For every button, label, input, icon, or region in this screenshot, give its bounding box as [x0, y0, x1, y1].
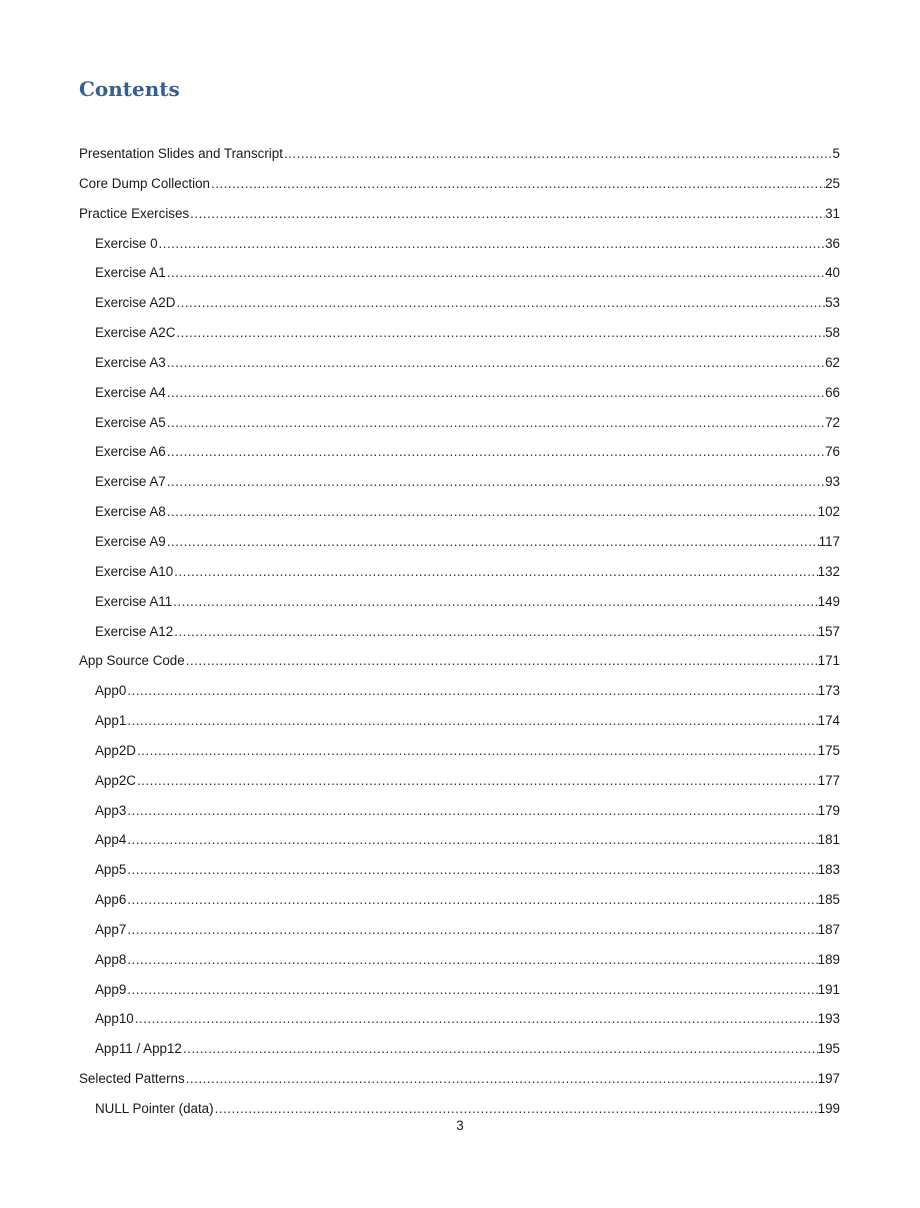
toc-entry[interactable]: [79, 855, 840, 885]
toc-entry-page: 102: [817, 504, 840, 520]
toc-entry-label: App6: [95, 892, 127, 908]
toc-dot-leader: [126, 796, 817, 826]
toc-entry-page: 66: [825, 384, 840, 400]
toc-entry[interactable]: [79, 378, 840, 408]
toc-dot-leader: [126, 915, 817, 945]
toc-entry-label: Exercise A4: [95, 384, 166, 400]
toc-entry-label: Exercise A8: [95, 504, 166, 520]
toc-dot-leader: [126, 885, 817, 915]
toc-entry-page: 173: [817, 683, 840, 699]
toc-entry-label: Exercise A9: [95, 533, 166, 549]
toc-entry-page: 149: [817, 593, 840, 609]
toc-entry-page: 93: [825, 474, 840, 490]
toc-entry-label: Exercise A11: [95, 593, 173, 609]
toc-entry-label: App4: [95, 832, 127, 848]
toc-dot-leader: [126, 676, 817, 706]
toc-entry-label: App11 / App12: [95, 1041, 182, 1057]
toc-dot-leader: [126, 825, 817, 855]
toc-dot-leader: [182, 1034, 818, 1064]
toc-dot-leader: [134, 1004, 818, 1034]
toc-entry-label: App1: [95, 713, 127, 729]
toc-entry[interactable]: [79, 676, 840, 706]
toc-entry-label: Exercise A12: [95, 623, 174, 639]
toc-entry-page: 25: [825, 175, 840, 191]
toc-entry[interactable]: [79, 318, 840, 348]
toc-dot-leader: [166, 408, 825, 438]
toc-dot-leader: [175, 288, 825, 318]
toc-entry-page: 187: [817, 921, 840, 937]
toc-entry[interactable]: [79, 617, 840, 647]
toc-dot-leader: [189, 199, 825, 229]
toc-entry-page: 53: [825, 295, 840, 311]
toc-entry[interactable]: [79, 229, 840, 259]
toc-entry[interactable]: [79, 1004, 840, 1034]
toc-entry-label: Exercise A2D: [95, 295, 176, 311]
toc-entry[interactable]: [79, 945, 840, 975]
toc-dot-leader: [136, 736, 818, 766]
table-of-contents: [79, 139, 840, 1124]
page-number: 3: [456, 1118, 464, 1133]
toc-entry-label: Practice Exercises: [79, 205, 190, 221]
toc-dot-leader: [173, 617, 818, 647]
toc-dot-leader: [173, 557, 818, 587]
toc-entry-page: 157: [817, 623, 840, 639]
toc-entry-page: 36: [825, 235, 840, 251]
toc-entry[interactable]: [79, 258, 840, 288]
toc-entry-page: 183: [817, 862, 840, 878]
toc-entry[interactable]: [79, 1064, 840, 1094]
toc-entry-page: 62: [825, 354, 840, 370]
toc-entry-page: 199: [817, 1101, 840, 1116]
toc-entry-label: Exercise A6: [95, 444, 166, 460]
toc-dot-leader: [283, 139, 833, 169]
toc-entry[interactable]: [79, 885, 840, 915]
toc-entry[interactable]: [79, 766, 840, 796]
toc-entry-page: 197: [817, 1071, 840, 1087]
toc-entry-label: App Source Code: [79, 653, 185, 669]
toc-entry-page: 193: [817, 1011, 840, 1027]
toc-entry-label: App7: [95, 921, 127, 937]
toc-dot-leader: [185, 1064, 818, 1094]
toc-dot-leader: [126, 706, 817, 736]
toc-dot-leader: [185, 646, 818, 676]
toc-entry-label: Selected Patterns: [79, 1071, 185, 1087]
toc-entry-page: 40: [825, 265, 840, 281]
toc-dot-leader: [166, 378, 825, 408]
toc-entry[interactable]: [79, 706, 840, 736]
toc-dot-leader: [172, 587, 817, 617]
toc-entry-label: Exercise A5: [95, 414, 166, 430]
toc-entry[interactable]: [79, 139, 840, 169]
toc-entry-label: Exercise A7: [95, 474, 166, 490]
toc-entry[interactable]: [79, 437, 840, 467]
toc-entry[interactable]: [79, 1034, 840, 1064]
toc-entry-label: App2C: [95, 772, 136, 788]
toc-entry[interactable]: [79, 915, 840, 945]
toc-dot-leader: [126, 945, 817, 975]
toc-entry-label: Exercise A10: [95, 563, 174, 579]
toc-entry-label: App3: [95, 802, 127, 818]
toc-entry[interactable]: [79, 825, 840, 855]
toc-dot-leader: [166, 467, 825, 497]
toc-entry[interactable]: [79, 975, 840, 1005]
toc-entry-page: 76: [825, 444, 840, 460]
toc-entry[interactable]: [79, 527, 840, 557]
toc-entry[interactable]: [79, 587, 840, 617]
toc-entry-label: Exercise 0: [95, 235, 158, 251]
toc-entry[interactable]: [79, 467, 840, 497]
toc-entry-page: 179: [817, 802, 840, 818]
toc-entry-label: App8: [95, 951, 127, 967]
toc-entry-label: Presentation Slides and Transcript: [79, 146, 283, 161]
toc-entry-label: Core Dump Collection: [79, 175, 210, 191]
toc-entry-page: 181: [817, 832, 840, 848]
toc-entry-page: 191: [817, 981, 840, 997]
toc-entry-page: 195: [817, 1041, 840, 1057]
toc-entry[interactable]: [79, 796, 840, 826]
toc-entry-page: 185: [817, 892, 840, 908]
toc-entry-page: 189: [817, 951, 840, 967]
toc-entry[interactable]: [79, 557, 840, 587]
toc-entry-label: Exercise A2C: [95, 325, 176, 341]
toc-entry-label: NULL Pointer (data): [95, 1101, 214, 1116]
toc-dot-leader: [175, 318, 825, 348]
toc-entry-page: 117: [818, 533, 840, 549]
toc-entry-label: App0: [95, 683, 127, 699]
toc-dot-leader: [210, 169, 825, 199]
toc-entry-page: 132: [817, 563, 840, 579]
toc-entry-page: 31: [825, 205, 840, 221]
toc-dot-leader: [166, 348, 825, 378]
toc-entry[interactable]: [79, 199, 840, 229]
toc-entry-page: 5: [832, 146, 840, 161]
toc-entry[interactable]: [79, 288, 840, 318]
toc-entry-label: App2D: [95, 742, 136, 758]
toc-dot-leader: [158, 229, 826, 259]
toc-entry-label: App5: [95, 862, 127, 878]
toc-entry-label: App9: [95, 981, 127, 997]
toc-dot-leader: [166, 497, 818, 527]
toc-entry-page: 174: [817, 713, 840, 729]
toc-entry[interactable]: [79, 497, 840, 527]
toc-entry-page: 171: [817, 653, 840, 669]
toc-dot-leader: [166, 527, 819, 557]
toc-entry-label: App10: [95, 1011, 134, 1027]
toc-dot-leader: [126, 975, 817, 1005]
toc-dot-leader: [166, 437, 825, 467]
toc-entry-label: Exercise A1: [95, 265, 166, 281]
toc-dot-leader: [166, 258, 825, 288]
toc-entry[interactable]: [79, 736, 840, 766]
toc-dot-leader: [136, 766, 818, 796]
toc-dot-leader: [126, 855, 817, 885]
toc-entry[interactable]: [79, 348, 840, 378]
toc-entry-page: 58: [825, 325, 840, 341]
toc-entry-page: 72: [825, 414, 840, 430]
toc-entry-page: 175: [817, 742, 840, 758]
toc-entry[interactable]: [79, 646, 840, 676]
toc-title: Contents: [79, 77, 180, 101]
toc-entry[interactable]: [79, 408, 840, 438]
toc-entry-page: 177: [817, 772, 840, 788]
toc-entry-label: Exercise A3: [95, 354, 166, 370]
toc-entry[interactable]: [79, 169, 840, 199]
